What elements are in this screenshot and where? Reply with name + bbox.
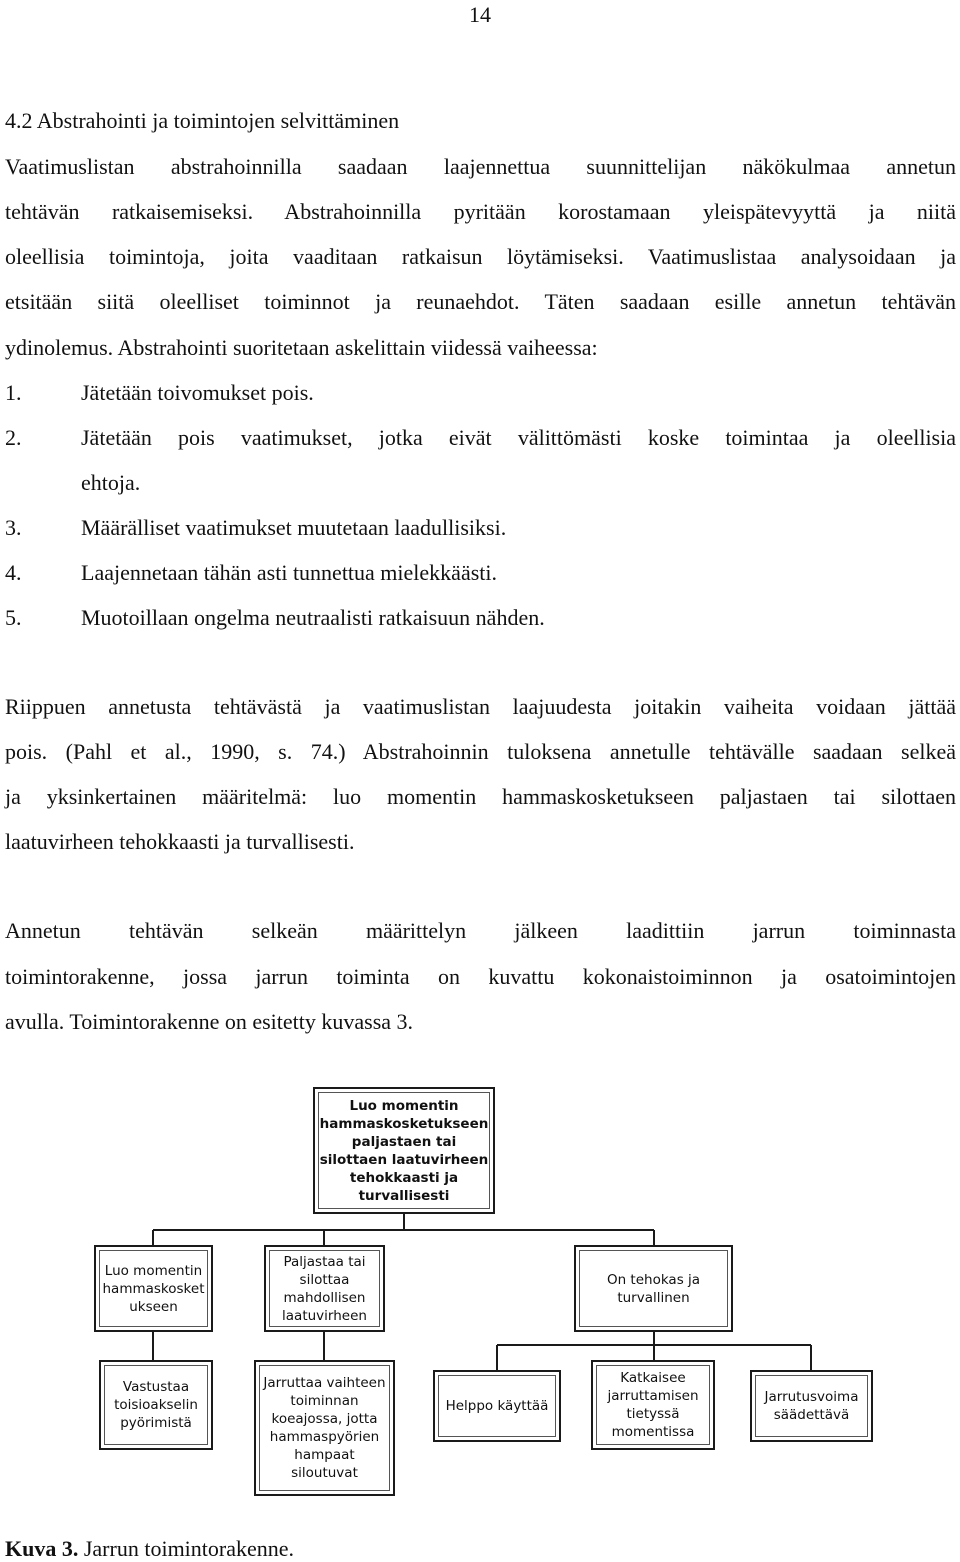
diagram-level1-box bbox=[94, 1245, 213, 1332]
diagram-box-label: Helppo käyttää bbox=[445, 1398, 549, 1414]
paragraph-line: etsitään siitä oleelliset toiminnot ja reunaehdot. Täten saadaan esille annetun tehtävän bbox=[5, 289, 956, 314]
paragraph-line: Annetun tehtävän selkeän määrittelyn jälkeen laadittiin jarrun toiminnasta bbox=[5, 918, 956, 943]
list-item-number: 3. bbox=[5, 515, 22, 540]
paragraph-line: avulla. Toimintorakenne on esitetty kuvassa 3. bbox=[5, 1009, 414, 1034]
list-item-text: Jätetään toivomukset pois. bbox=[81, 380, 314, 405]
paragraph-line: Vaatimuslistan abstrahoinnilla saadaan laajennettua suunnittelijan näkökulmaa annetun bbox=[5, 154, 956, 179]
paragraph-line: ydinolemus. Abstrahointi suoritetaan askelittain viidessä vaiheessa: bbox=[5, 335, 598, 360]
diagram-level1-box bbox=[574, 1245, 733, 1332]
list-item-number: 1. bbox=[5, 380, 22, 405]
diagram-box-label: Jarruttaa vaihteen toiminnan koeajossa, jotta hammaspyörien hampaat siloutuvat bbox=[263, 1375, 386, 1481]
list-item-number: 2. bbox=[5, 425, 22, 450]
diagram-level2-box bbox=[591, 1360, 715, 1450]
diagram-root-box bbox=[313, 1087, 495, 1214]
list-item-continuation: ehtoja. bbox=[81, 470, 141, 495]
diagram-level1-box bbox=[264, 1245, 385, 1332]
diagram-box-label: Vastustaa toisioakselin pyörimistä bbox=[114, 1379, 198, 1431]
paragraph-line: oleellisia toimintoja, joita vaaditaan ratkaisun löytämiseksi. Vaatimuslistaa analysoidaan ja bbox=[5, 244, 956, 269]
figure-caption bbox=[5, 1536, 294, 1562]
diagram-level2-box bbox=[750, 1370, 873, 1442]
paragraph-line: tehtävän ratkaisemiseksi. Abstrahoinnilla pyritään korostamaan yleispätevyyttä ja niitä bbox=[5, 199, 956, 224]
function-structure-diagram bbox=[0, 1070, 960, 1510]
diagram-box-label: Luo momentin hammaskosket ukseen bbox=[102, 1262, 205, 1315]
paragraph-line: toimintorakenne, jossa jarrun toiminta on kuvattu kokonaistoiminnon ja osatoimintojen bbox=[5, 964, 956, 989]
list-item-text: Laajennetaan tähän asti tunnettua mielekkäästi. bbox=[81, 560, 497, 585]
list-item-text: Jätetään pois vaatimukset, jotka eivät välittömästi koske toimintaa ja oleellisia bbox=[81, 425, 956, 450]
diagram-level2-box bbox=[99, 1360, 213, 1450]
diagram-box-label: Luo momentin hammaskosketukseen paljastaen tai silottaen laatuvirheen tehokkaasti ja turvallisesti bbox=[319, 1097, 489, 1204]
section-heading: 4.2 Abstrahointi ja toimintojen selvittäminen bbox=[5, 108, 400, 133]
list-item-text: Muotoillaan ongelma neutraalisti ratkaisuun nähden. bbox=[81, 605, 545, 630]
diagram-box-label: On tehokas ja turvallinen bbox=[606, 1271, 701, 1306]
paragraph-line: pois. (Pahl et al., 1990, s. 74.) Abstrahoinnin tuloksena annetulle tehtävälle saadaan selkeä bbox=[5, 739, 956, 764]
diagram-level2-box bbox=[433, 1370, 561, 1442]
page-number: 14 bbox=[469, 2, 491, 27]
paragraph-line: laatuvirheen tehokkaasti ja turvallisesti. bbox=[5, 829, 355, 854]
diagram-box-label: Katkaisee jarruttamisen tietyssä momentissa bbox=[607, 1370, 699, 1440]
paragraph-line: Riippuen annetusta tehtävästä ja vaatimuslistan laajuudesta joitakin vaiheita voidaan jättää bbox=[5, 694, 956, 719]
figure-caption-text: Jarrun toimintorakenne. bbox=[78, 1536, 295, 1561]
diagram-box-label: Paljastaa tai silottaa mahdollisen laatuvirheen bbox=[282, 1253, 367, 1324]
list-item-number: 5. bbox=[5, 605, 22, 630]
list-item-text: Määrälliset vaatimukset muutetaan laadullisiksi. bbox=[81, 515, 507, 540]
paragraph-line: ja yksinkertainen määritelmä: luo momentin hammaskosketukseen paljastaen tai silottaen bbox=[5, 784, 956, 809]
list-item-number: 4. bbox=[5, 560, 22, 585]
figure-caption-label: Kuva 3. bbox=[5, 1536, 79, 1561]
diagram-level2-box bbox=[254, 1360, 395, 1496]
diagram-box-label: Jarrutusvoima säädettävä bbox=[764, 1389, 859, 1423]
